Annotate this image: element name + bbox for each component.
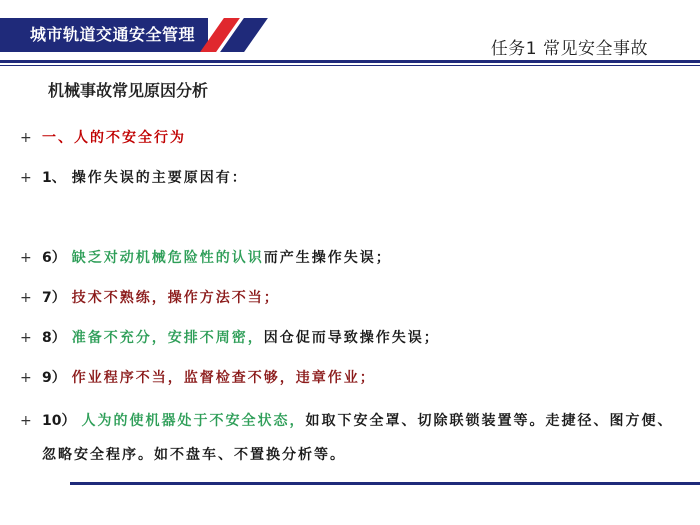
bullet-plus-icon: + (20, 170, 32, 186)
list-item (20, 244, 685, 272)
item-highlight: 人为的使机器处于不安全状态， (81, 413, 306, 429)
top-divider (0, 60, 700, 63)
list-item (20, 164, 685, 192)
list-item (20, 124, 685, 152)
item-highlight: 技术不熟练，操作方法不当； (71, 290, 280, 306)
bullet-plus-icon: + (20, 330, 32, 346)
bottom-divider (70, 482, 700, 485)
item-number: 1、 (42, 170, 66, 186)
top-divider-thin (0, 65, 700, 66)
course-title: 城市轨道交通安全管理 (30, 25, 196, 44)
item-text: 而产生操作失误； (263, 250, 392, 266)
list-item (20, 364, 685, 392)
item-text: 操作失误的主要原因有： (71, 170, 248, 186)
item-number: 7） (42, 290, 66, 306)
bullet-list (20, 124, 685, 472)
bullet-plus-icon: + (20, 370, 32, 386)
item-text: 如取下安全罩、切除联锁装置等。走捷径、图方便、忽略安全程序。如不盘车、不置换分析等。 (42, 413, 674, 463)
bullet-plus-icon: + (20, 290, 32, 306)
list-item (20, 404, 685, 472)
section-title: 机械事故常见原因分析 (48, 81, 209, 100)
bullet-plus-icon: + (20, 413, 32, 429)
heading-unsafe-behavior: 一、人的不安全行为 (42, 130, 186, 146)
item-highlight: 准备不充分，安排不周密， (71, 330, 264, 346)
item-highlight: 缺乏对动机械危险性的认识 (71, 250, 264, 266)
item-number: 6） (42, 250, 66, 266)
list-item (20, 284, 685, 312)
item-number: 10） (42, 413, 76, 429)
task-title: 任务1 常见安全事故 (490, 39, 648, 59)
item-text: 因仓促而导致操作失误； (263, 330, 440, 346)
bullet-plus-icon: + (20, 130, 32, 146)
item-number: 8） (42, 330, 66, 346)
item-number: 9） (42, 370, 66, 386)
list-item (20, 324, 685, 352)
item-highlight: 作业程序不当，监督检查不够，违章作业； (71, 370, 376, 386)
bullet-plus-icon: + (20, 250, 32, 266)
